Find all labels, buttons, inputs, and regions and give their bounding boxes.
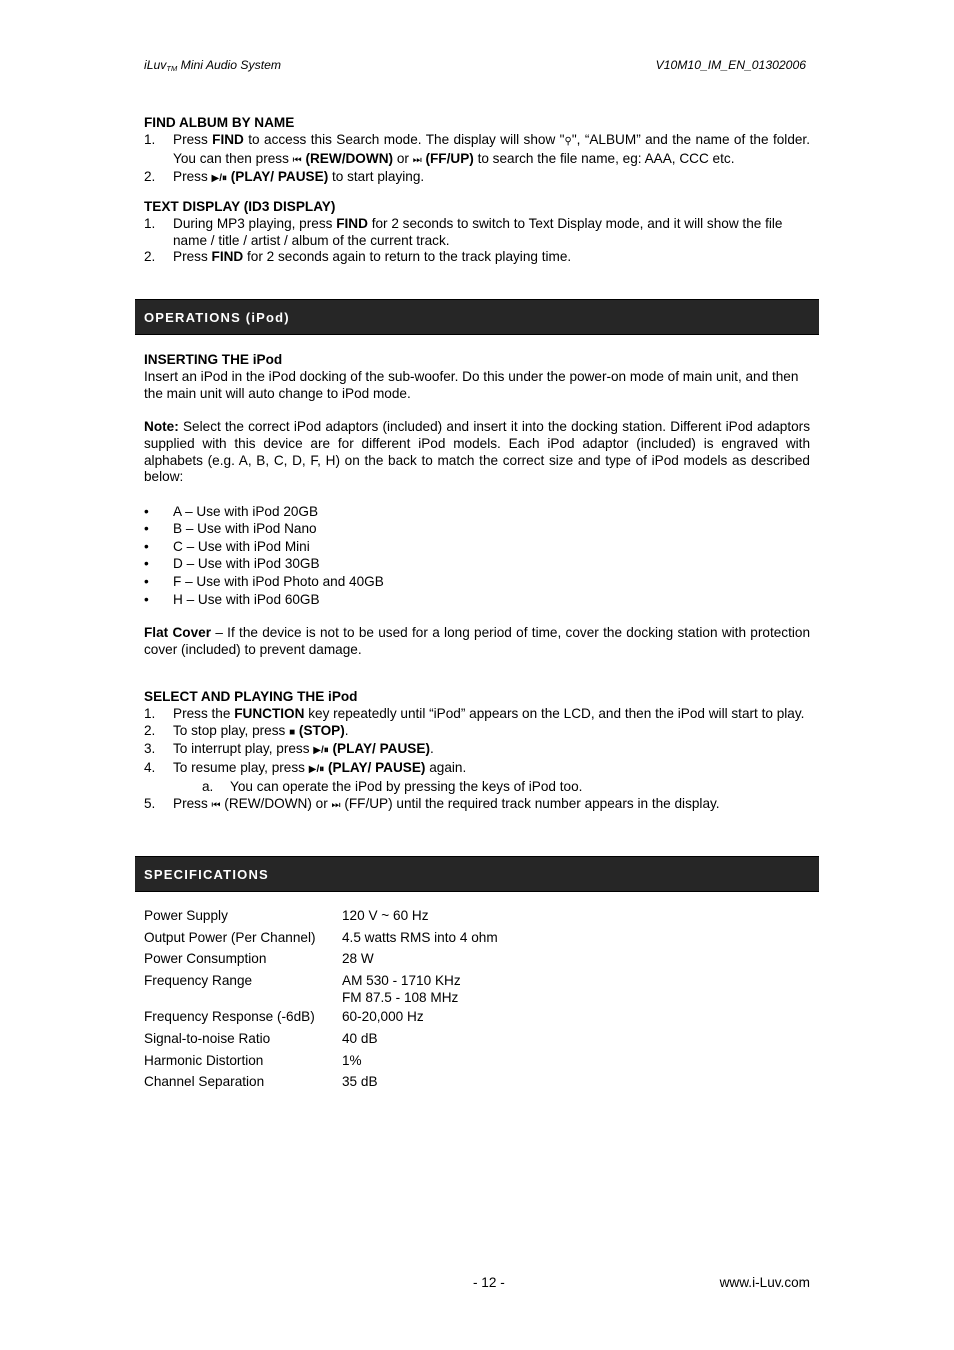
text-display-title: TEXT DISPLAY (ID3 DISPLAY) — [144, 199, 336, 214]
text-display-step-1: 1. During MP3 playing, press FIND for 2 seconds to switch to Text Display mode, and it will show the file name / title / artist / album of the current track. — [144, 215, 783, 248]
list-item: • B – Use with iPod Nano — [144, 521, 810, 539]
find-album-section — [144, 115, 810, 188]
rewind-icon: ⏮ — [292, 154, 302, 166]
select-play-step-5: 5. Press ⏮ (REW/DOWN) or ⏭ (FF/UP) until the required track number appears in the display. — [144, 796, 810, 815]
inserting-section — [144, 352, 810, 658]
select-play-step-4: 4. To resume play, press ▶/⏸ (PLAY/ PAUSE) again. — [144, 760, 810, 779]
page-number: - 12 - — [473, 1275, 505, 1290]
select-play-title: SELECT AND PLAYING THE iPod — [144, 689, 358, 704]
list-item: • A – Use with iPod 20GB — [144, 504, 810, 522]
inserting-text: Insert an iPod in the iPod docking of the sub-woofer. Do this under the power-on mode of main unit, and then the main unit will auto change to iPod mode. — [144, 368, 799, 401]
inserting-title: INSERTING THE iPod — [144, 352, 283, 367]
operations-section-bar — [135, 299, 819, 335]
rewind-icon: ⏮ — [211, 799, 221, 811]
select-play-step-1: 1. Press the FUNCTION key repeatedly until “iPod” appears on the LCD, and then the iPod will start to play. — [144, 705, 805, 721]
footer-url: www.i-Luv.com — [719, 1275, 810, 1290]
text-display-section — [144, 199, 810, 266]
list-item: • C – Use with iPod Mini — [144, 539, 810, 557]
find-album-step-1: 1. Press FIND to access this Search mode. The display will show "⚲", “ALBUM” and the name of the folder. You can then press ⏮ (REW/DOWN) or ⏭ (FF/UP) to search the file name, eg: AAA, CCC etc. — [144, 132, 810, 170]
select-play-step-3: 3. To interrupt play, press ▶/⏸ (PLAY/ PAUSE). — [144, 741, 810, 760]
fast-forward-icon: ⏭ — [412, 154, 422, 166]
list-item: • F – Use with iPod Photo and 40GB — [144, 574, 810, 592]
play-pause-icon: ▶/⏸ — [313, 745, 329, 757]
list-item: • H – Use with iPod 60GB — [144, 592, 810, 610]
stop-icon: ■ — [289, 726, 296, 738]
operations-section-title: OPERATIONS (iPod) — [144, 310, 290, 325]
play-pause-icon: ▶/⏸ — [308, 764, 325, 776]
play-pause-icon: ▶/⏸ — [211, 173, 227, 185]
search-icon: ⚲ — [564, 135, 572, 147]
select-play-step-2: 2. To stop play, press ■ (STOP). — [144, 723, 810, 742]
fast-forward-icon: ⏭ — [331, 799, 341, 811]
find-album-step-2: 2. Press ▶/⏸ (PLAY/ PAUSE) to start playing. — [144, 169, 810, 188]
list-item: • D – Use with iPod 30GB — [144, 556, 810, 574]
find-album-title: FIND ALBUM BY NAME — [144, 115, 295, 130]
specifications-section-title: SPECIFICATIONS — [144, 867, 269, 882]
adaptor-list — [144, 504, 810, 610]
header-product: iLuv$_{TM}$ Mini Audio System — [144, 58, 282, 73]
note-paragraph: Note: Select the correct iPod adaptors (included) and insert it into the docking station. Different iPod adaptors supplied with this device are for different iPod models. Each iPod adaptor (included) is engraved with alphabets (e.g. A, B, C, D, F, H) on the back to match the correct size and type of iPod models as described below: — [144, 418, 810, 485]
text-display-step-2: 2. Press FIND for 2 seconds again to return to the track playing time. — [144, 249, 572, 265]
select-play-substep-a: a. You can operate the iPod by pressing the keys of iPod too. — [202, 778, 583, 794]
flat-cover-paragraph: Flat Cover – If the device is not to be used for a long period of time, cover the docking station with protection cover (included) to prevent damage. — [144, 624, 811, 657]
header-doc-code: V10M10_IM_EN_01302006 — [655, 58, 806, 72]
select-play-section — [144, 689, 810, 815]
specifications-section-bar — [135, 856, 819, 892]
